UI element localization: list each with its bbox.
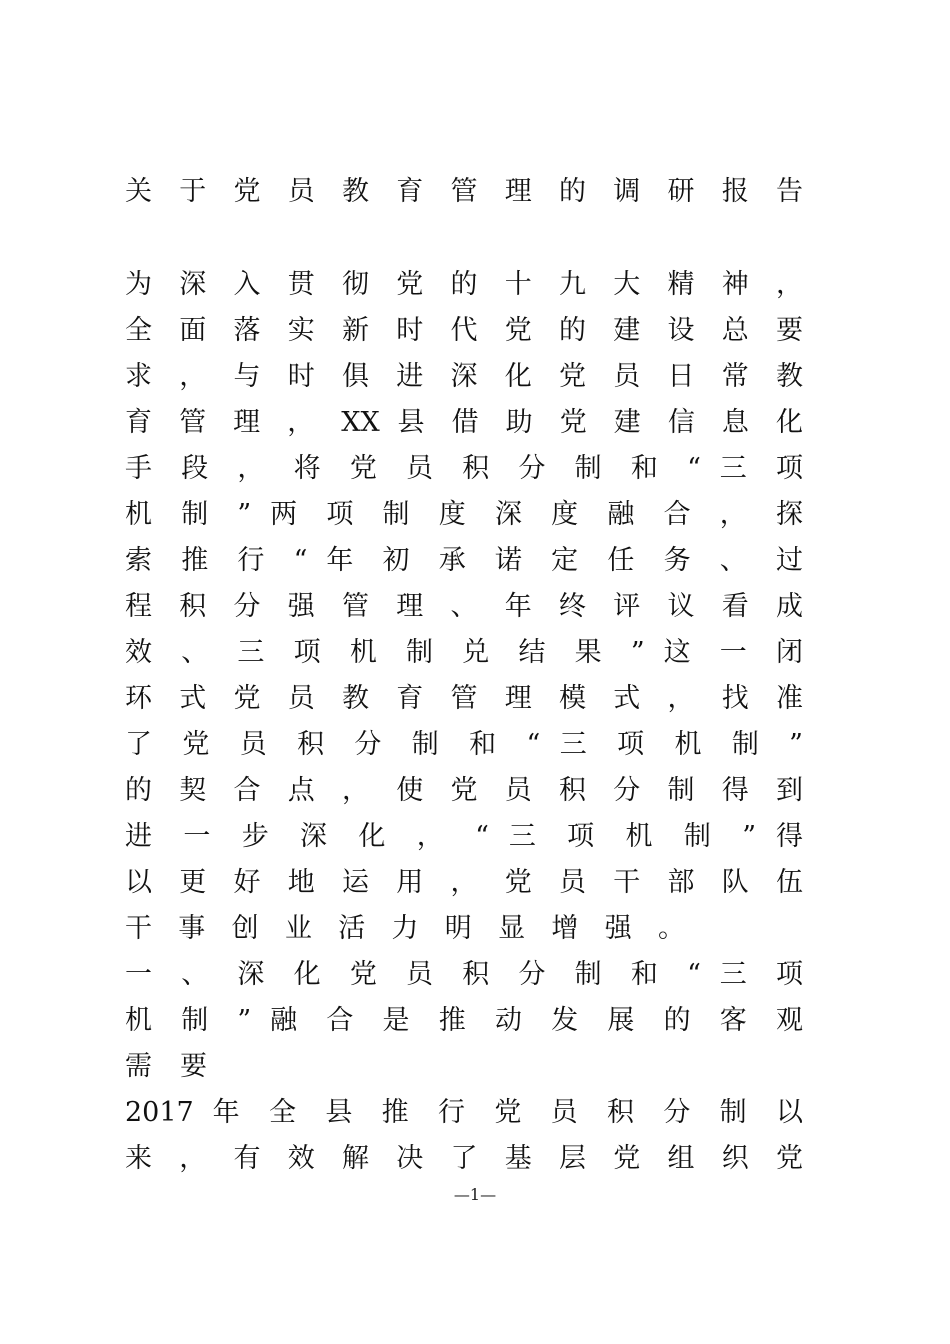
text-line: 程 积 分 强 管 理 、 年 终 评 议 看 成 <box>125 591 803 622</box>
text-line: 环 式 党 员 教 育 管 理 模 式 ， 找 准 <box>125 683 803 714</box>
text-line: 手 段 ， 将 党 员 积 分 制 和 “ 三 项 <box>125 453 803 484</box>
heading-line: 需 要 <box>125 1051 207 1082</box>
text-line: 效 、 三 项 机 制 兑 结 果 ” 这 一 闭 <box>125 637 803 668</box>
heading-line: 一 、 深 化 党 员 积 分 制 和 “ 三 项 <box>125 959 803 990</box>
text-line: 干 事 创 业 活 力 明 显 增 强 。 <box>125 913 685 944</box>
text-line: 全 面 落 实 新 时 代 党 的 建 设 总 要 <box>125 315 803 346</box>
text-line: 育 管 理 ， XX 县 借 助 党 建 信 息 化 <box>125 407 803 438</box>
text-line: 为 深 入 贯 彻 党 的 十 九 大 精 神 ， <box>125 269 803 300</box>
text-line: 2017 年 全 县 推 行 党 员 积 分 制 以 <box>125 1097 803 1128</box>
text-line: 的 契 合 点 ， 使 党 员 积 分 制 得 到 <box>125 775 803 806</box>
text-line: 了 党 员 积 分 制 和 “ 三 项 机 制 ” <box>125 729 803 760</box>
text-line: 求 ， 与 时 俱 进 深 化 党 员 日 常 教 <box>125 361 803 392</box>
text-line: 索 推 行 “ 年 初 承 诺 定 任 务 、 过 <box>125 545 803 576</box>
page-number: —1— <box>453 1185 497 1204</box>
text-line: 以 更 好 地 运 用 ， 党 员 干 部 队 伍 <box>125 867 803 898</box>
document-title: 关 于 党 员 教 育 管 理 的 调 研 报 告 <box>125 176 803 207</box>
heading-line: 机 制 ” 融 合 是 推 动 发 展 的 客 观 <box>125 1005 803 1036</box>
text-line: 进 一 步 深 化 ， “ 三 项 机 制 ” 得 <box>125 821 803 852</box>
text-line: 机 制 ” 两 项 制 度 深 度 融 合 ， 探 <box>125 499 803 530</box>
text-line: 来 ， 有 效 解 决 了 基 层 党 组 织 党 <box>125 1143 803 1174</box>
